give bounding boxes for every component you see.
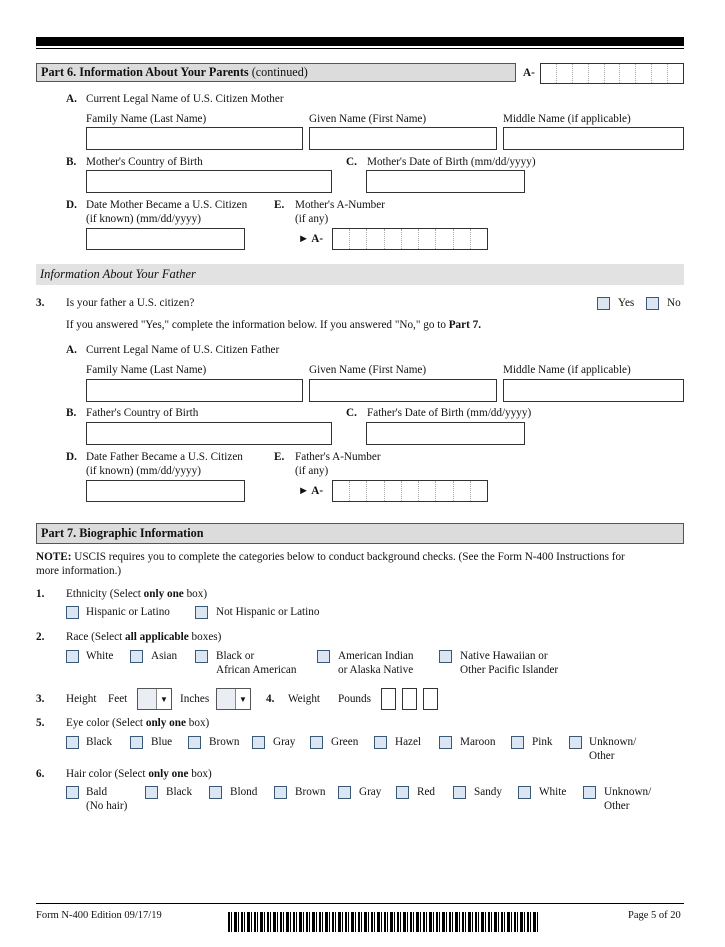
race-native-hawaiian-label-2: Other Pacific Islander <box>460 664 559 676</box>
part7-note: NOTE: USCIS requires you to complete the categories below to conduct background checks. (See the Form N-400 Instructions for <box>36 551 625 563</box>
hair-brown-checkbox[interactable] <box>274 786 287 799</box>
hair-brown-label: Brown <box>295 786 326 798</box>
ethnicity-number: 1. <box>36 588 45 600</box>
eye-color-number: 5. <box>36 717 45 729</box>
weight-digit-1[interactable] <box>381 688 396 710</box>
father-e-letter: E. <box>274 451 285 463</box>
eye-unknown-label: Unknown/ <box>589 736 637 748</box>
father-given-name-label: Given Name (First Name) <box>309 364 427 376</box>
hair-white-checkbox[interactable] <box>518 786 531 799</box>
race-asian-label: Asian <box>151 650 178 662</box>
race-black-label: Black or <box>216 650 255 662</box>
weight-pounds-label: Pounds <box>338 693 371 705</box>
father-citizen-no-checkbox[interactable] <box>646 297 659 310</box>
height-label: Height <box>66 693 97 705</box>
chevron-down-icon: ▼ <box>156 689 171 709</box>
eye-black-label: Black <box>86 736 113 748</box>
race-american-indian-label-2: or Alaska Native <box>338 664 414 676</box>
mother-b-letter: B. <box>66 156 77 168</box>
race-black-checkbox[interactable] <box>195 650 208 663</box>
race-black-label-2: African American <box>216 664 297 676</box>
father-anumber-label: Father's A-Number <box>295 451 381 463</box>
hair-bald-checkbox[interactable] <box>66 786 79 799</box>
father-given-name-input[interactable] <box>309 379 497 402</box>
height-inches-label: Inches <box>180 693 210 705</box>
hair-color-number: 6. <box>36 768 45 780</box>
eye-pink-checkbox[interactable] <box>511 736 524 749</box>
part6-header <box>36 63 516 82</box>
height-feet-label: Feet <box>108 693 128 705</box>
mother-country-label: Mother's Country of Birth <box>86 156 203 168</box>
part7-header: Part 7. Biographic Information <box>36 523 684 544</box>
mother-middle-name-label: Middle Name (if applicable) <box>503 113 631 125</box>
hair-black-checkbox[interactable] <box>145 786 158 799</box>
eye-green-label: Green <box>331 736 359 748</box>
mother-family-name-input[interactable] <box>86 127 303 150</box>
a-number-field[interactable] <box>540 63 684 84</box>
eye-unknown-checkbox[interactable] <box>569 736 582 749</box>
father-dob-label: Father's Date of Birth (mm/dd/yyyy) <box>367 407 532 419</box>
eye-blue-checkbox[interactable] <box>130 736 143 749</box>
mother-anumber-input[interactable] <box>332 228 488 250</box>
chevron-down-icon: ▼ <box>235 689 250 709</box>
father-middle-name-label: Middle Name (if applicable) <box>503 364 631 376</box>
mother-citizen-date-format: (if known) (mm/dd/yyyy) <box>86 213 201 225</box>
mother-citizen-date-label: Date Mother Became a U.S. Citizen <box>86 199 248 211</box>
father-country-label: Father's Country of Birth <box>86 407 199 419</box>
mother-a-letter: A. <box>66 93 77 105</box>
eye-gray-checkbox[interactable] <box>252 736 265 749</box>
part6-title-continued: (continued) <box>248 65 308 79</box>
race-white-label: White <box>86 650 114 662</box>
eye-other-label: Other <box>589 750 615 762</box>
hair-unknown-label: Unknown/ <box>604 786 652 798</box>
eye-hazel-checkbox[interactable] <box>374 736 387 749</box>
hair-black-label: Black <box>166 786 193 798</box>
hair-bald-label: Bald <box>86 786 108 798</box>
weight-digit-3[interactable] <box>423 688 438 710</box>
hair-blond-label: Blond <box>230 786 258 798</box>
footer-rule <box>36 903 684 904</box>
eye-hazel-label: Hazel <box>395 736 422 748</box>
father-section-header: Information About Your Father <box>36 264 684 285</box>
eye-green-checkbox[interactable] <box>310 736 323 749</box>
father-citizen-yes-checkbox[interactable] <box>597 297 610 310</box>
weight-label: Weight <box>288 693 321 705</box>
height-feet-dropdown[interactable] <box>137 688 172 710</box>
race-asian-checkbox[interactable] <box>130 650 143 663</box>
father-middle-name-input[interactable] <box>503 379 684 402</box>
eye-gray-label: Gray <box>273 736 296 748</box>
hair-sandy-checkbox[interactable] <box>453 786 466 799</box>
ethnicity-label: Ethnicity (Select only one box) <box>66 588 208 600</box>
ethnicity-hispanic-checkbox[interactable] <box>66 606 79 619</box>
hair-gray-checkbox[interactable] <box>338 786 351 799</box>
top-thin-rule <box>36 48 684 49</box>
mother-anumber-label: Mother's A-Number <box>295 199 385 211</box>
father-b-letter: B. <box>66 407 77 419</box>
father-family-name-input[interactable] <box>86 379 303 402</box>
hair-red-label: Red <box>417 786 436 798</box>
eye-color-label: Eye color (Select only one box) <box>66 717 210 729</box>
eye-brown-label: Brown <box>209 736 240 748</box>
mother-given-name-label: Given Name (First Name) <box>309 113 427 125</box>
race-american-indian-label: American Indian <box>338 650 414 662</box>
eye-maroon-label: Maroon <box>460 736 496 748</box>
mother-c-letter: C. <box>346 156 357 168</box>
mother-anumber-ifany: (if any) <box>295 213 329 225</box>
father-country-input[interactable] <box>86 422 332 445</box>
father-name-label: Current Legal Name of U.S. Citizen Father <box>86 344 280 356</box>
eye-black-checkbox[interactable] <box>66 736 79 749</box>
hair-sandy-label: Sandy <box>474 786 502 798</box>
weight-digit-2[interactable] <box>402 688 417 710</box>
page-number: Page 5 of 20 <box>628 910 681 921</box>
eye-pink-label: Pink <box>532 736 553 748</box>
hair-color-label: Hair color (Select only one box) <box>66 768 212 780</box>
father-c-letter: C. <box>346 407 357 419</box>
hair-unknown-checkbox[interactable] <box>583 786 596 799</box>
barcode <box>228 912 540 932</box>
ethnicity-hispanic-label: Hispanic or Latino <box>86 606 170 618</box>
form-edition: Form N-400 Edition 09/17/19 <box>36 910 162 921</box>
hair-blond-checkbox[interactable] <box>209 786 222 799</box>
eye-maroon-checkbox[interactable] <box>439 736 452 749</box>
mother-family-name-label: Family Name (Last Name) <box>86 113 207 125</box>
father-anumber-prefix: ► A- <box>298 485 324 497</box>
ethnicity-not-hispanic-checkbox[interactable] <box>195 606 208 619</box>
top-rule <box>36 37 684 46</box>
q3-number: 3. <box>36 297 45 309</box>
father-anumber-input[interactable] <box>332 480 488 502</box>
mother-dob-label: Mother's Date of Birth (mm/dd/yyyy) <box>367 156 536 168</box>
father-citizen-no-label: No <box>667 297 681 309</box>
father-dob-input[interactable] <box>366 422 525 445</box>
race-native-hawaiian-checkbox[interactable] <box>439 650 452 663</box>
mother-e-letter: E. <box>274 199 285 211</box>
part6-title: Part 6. Information About Your Parents <box>41 65 249 79</box>
mother-given-name-input[interactable] <box>309 127 497 150</box>
ethnicity-not-hispanic-label: Not Hispanic or Latino <box>216 606 320 618</box>
father-citizen-date-label: Date Father Became a U.S. Citizen <box>86 451 243 463</box>
hair-bald-label-2: (No hair) <box>86 800 128 812</box>
mother-name-label: Current Legal Name of U.S. Citizen Mother <box>86 93 284 105</box>
hair-white-label: White <box>539 786 567 798</box>
race-american-indian-checkbox[interactable] <box>317 650 330 663</box>
height-number: 3. <box>36 693 45 705</box>
hair-red-checkbox[interactable] <box>396 786 409 799</box>
height-inches-dropdown[interactable] <box>216 688 251 710</box>
eye-brown-checkbox[interactable] <box>188 736 201 749</box>
father-a-letter: A. <box>66 344 77 356</box>
q3-instructions: If you answered "Yes," complete the information below. If you answered "No," go to Part 7. <box>66 319 482 331</box>
hair-gray-label: Gray <box>359 786 382 798</box>
part7-note-cont: more information.) <box>36 565 122 577</box>
race-label: Race (Select all applicable boxes) <box>66 631 222 643</box>
father-citizen-date-format: (if known) (mm/dd/yyyy) <box>86 465 201 477</box>
father-family-name-label: Family Name (Last Name) <box>86 364 207 376</box>
mother-middle-name-input[interactable] <box>503 127 684 150</box>
race-native-hawaiian-label: Native Hawaiian or <box>460 650 548 662</box>
mother-d-letter: D. <box>66 199 77 211</box>
eye-blue-label: Blue <box>151 736 173 748</box>
father-citizen-yes-label: Yes <box>618 297 635 309</box>
father-citizen-date-input[interactable] <box>86 480 245 502</box>
mother-citizen-date-input[interactable] <box>86 228 245 250</box>
mother-country-input[interactable] <box>86 170 332 193</box>
hair-other-label: Other <box>604 800 630 812</box>
race-white-checkbox[interactable] <box>66 650 79 663</box>
weight-number: 4. <box>266 693 275 705</box>
father-d-letter: D. <box>66 451 77 463</box>
a-number-label: A- <box>523 67 535 79</box>
father-anumber-ifany: (if any) <box>295 465 329 477</box>
mother-anumber-prefix: ► A- <box>298 233 324 245</box>
mother-dob-input[interactable] <box>366 170 525 193</box>
race-number: 2. <box>36 631 45 643</box>
q3-question: Is your father a U.S. citizen? <box>66 297 195 309</box>
